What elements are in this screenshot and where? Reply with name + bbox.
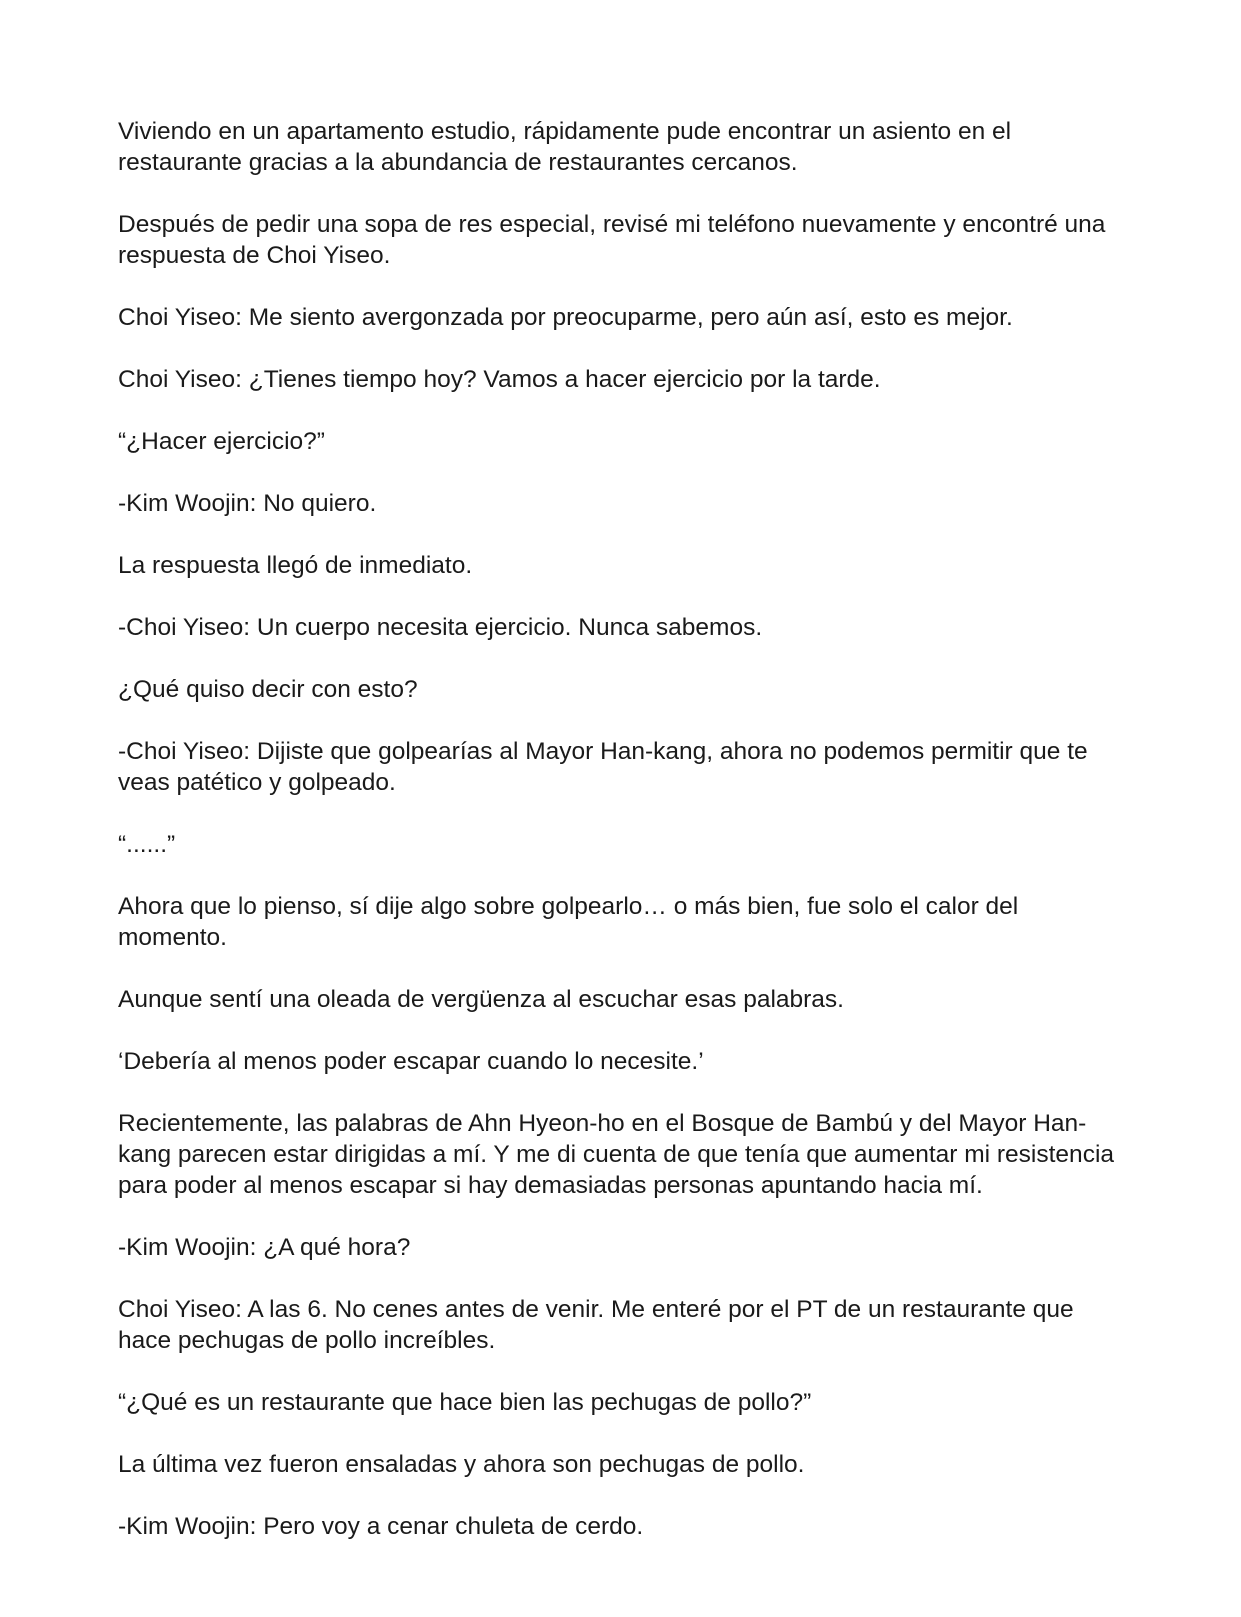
paragraph: ‘Debería al menos poder escapar cuando lo necesite.’ bbox=[118, 1048, 704, 1075]
paragraph: Viviendo en un apartamento estudio, rápidamente pude encontrar un asiento en el restaurante gracias a la abundancia de restaurantes cercanos. bbox=[118, 118, 1012, 176]
paragraph: La respuesta llegó de inmediato. bbox=[118, 552, 473, 579]
paragraph: “......” bbox=[118, 831, 176, 858]
paragraph: -Choi Yiseo: Dijiste que golpearías al Mayor Han-kang, ahora no podemos permitir que te veas patético y golpeado. bbox=[118, 738, 1088, 796]
paragraph: -Choi Yiseo: Un cuerpo necesita ejercicio. Nunca sabemos. bbox=[118, 614, 763, 641]
paragraph: Choi Yiseo: A las 6. No cenes antes de venir. Me enteré por el PT de un restaurante que hace pechugas de pollo increíbles. bbox=[118, 1296, 1074, 1354]
paragraph: La última vez fueron ensaladas y ahora son pechugas de pollo. bbox=[118, 1451, 805, 1478]
paragraph: -Kim Woojin: No quiero. bbox=[118, 490, 377, 517]
paragraph: Ahora que lo pienso, sí dije algo sobre golpearlo… o más bien, fue solo el calor del momento. bbox=[118, 893, 1019, 951]
paragraph: Choi Yiseo: ¿Tienes tiempo hoy? Vamos a hacer ejercicio por la tarde. bbox=[118, 366, 881, 393]
document-body bbox=[118, 116, 1128, 1573]
paragraph: Choi Yiseo: Me siento avergonzada por preocuparme, pero aún así, esto es mejor. bbox=[118, 304, 1013, 331]
paragraph: -Kim Woojin: ¿A qué hora? bbox=[118, 1234, 411, 1261]
paragraph: Después de pedir una sopa de res especial, revisé mi teléfono nuevamente y encontré una respuesta de Choi Yiseo. bbox=[118, 211, 1106, 269]
paragraph: ¿Qué quiso decir con esto? bbox=[118, 676, 418, 703]
paragraph: “¿Qué es un restaurante que hace bien las pechugas de pollo?” bbox=[118, 1389, 812, 1416]
paragraph: “¿Hacer ejercicio?” bbox=[118, 428, 325, 455]
paragraph: Recientemente, las palabras de Ahn Hyeon-ho en el Bosque de Bambú y del Mayor Han-kang parecen estar dirigidas a mí. Y me di cuenta de que tenía que aumentar mi resistencia para poder al menos escapar si hay demasiadas personas apuntando hacia mí. bbox=[118, 1110, 1115, 1199]
paragraph: -Kim Woojin: Pero voy a cenar chuleta de cerdo. bbox=[118, 1513, 644, 1540]
paragraph: Aunque sentí una oleada de vergüenza al escuchar esas palabras. bbox=[118, 986, 844, 1013]
